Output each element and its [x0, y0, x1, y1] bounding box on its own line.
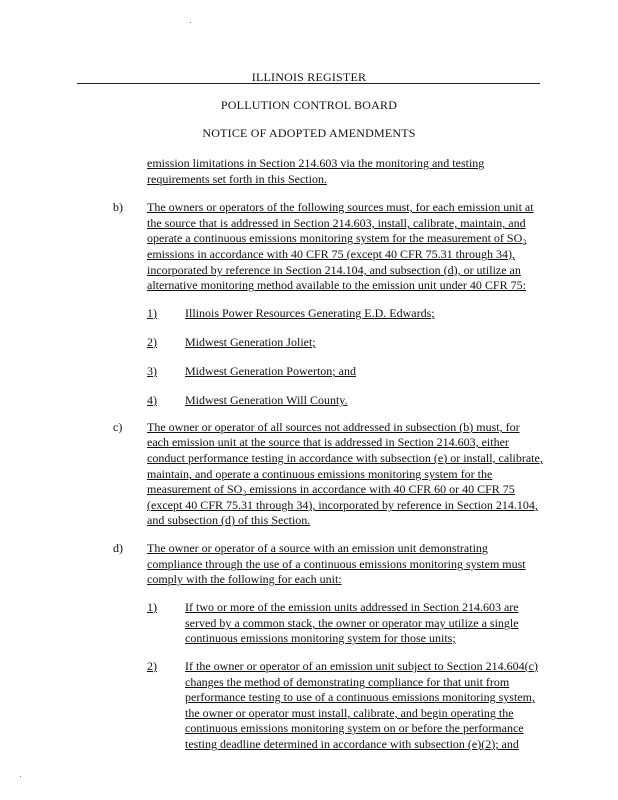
subitem-number: 2) [147, 659, 157, 673]
item-number: 3) [147, 364, 157, 378]
item-number: 1) [147, 306, 157, 320]
board-title: POLLUTION CONTROL BOARD [220, 98, 398, 112]
section-c-line: each emission unit at the source that is addressed in Section 214.603, either [147, 435, 509, 449]
section-c-line: conduct performance testing in accordance with subsection (e) or install, calibrate, [147, 451, 543, 465]
section-b-line: emissions in accordance with 40 CFR 75 (except 40 CFR 75.31 through 34), [147, 247, 515, 261]
item-number: 4) [147, 393, 157, 407]
subitem-line: continuous emissions monitoring system on or before the performance [185, 721, 524, 735]
section-c-line: maintain, and operate a continuous emissions monitoring system for the [147, 467, 493, 481]
scan-speck [20, 776, 21, 777]
subitem-line: served by a common stack, the owner or operator may utilize a single [185, 616, 519, 630]
section-b-line: operate a continuous emissions monitoring system for the measurement of SO₂ [147, 231, 527, 245]
section-d-line: comply with the following for each unit: [147, 572, 342, 586]
subitem-line: performance testing to use of a continuous emissions monitoring system, [185, 690, 535, 704]
subitem-line: continuous emissions monitoring system for those units; [185, 631, 456, 645]
section-c-label: c) [113, 420, 123, 434]
scan-speck [190, 22, 191, 23]
section-d-line: The owner or operator of a source with an emission unit demonstrating [147, 541, 488, 555]
item-number: 2) [147, 335, 157, 349]
continued-line-1: emission limitations in Section 214.603 via the monitoring and testing [147, 156, 485, 170]
section-d-line: compliance through the use of a continuous emissions monitoring system must [147, 557, 526, 571]
subitem-line: If the owner or operator of an emission unit subject to Section 214.604(c) [185, 659, 538, 673]
register-title: ILLINOIS REGISTER [251, 70, 367, 84]
section-b-line: incorporated by reference in Section 214.104, and subsection (d), or utilize an [147, 263, 521, 277]
header-rule [77, 83, 540, 84]
section-b-line: The owners or operators of the following sources must, for each emission unit at [147, 200, 534, 214]
subitem-line: changes the method of demonstrating compliance for that unit from [185, 675, 510, 689]
subitem-line: If two or more of the emission units addressed in Section 214.603 are [185, 600, 519, 614]
item-text: Illinois Power Resources Generating E.D. Edwards; [185, 306, 435, 320]
section-c-line: measurement of SO₂ emissions in accordance with 40 CFR 60 or 40 CFR 75 [147, 482, 515, 496]
section-b-line: the source that is addressed in Section 214.603, install, calibrate, maintain, and [147, 216, 526, 230]
item-text: Midwest Generation Powerton; and [185, 364, 356, 378]
subitem-line: testing deadline determined in accordance with subsection (e)(2); and [185, 737, 519, 751]
notice-title: NOTICE OF ADOPTED AMENDMENTS [202, 126, 416, 140]
section-b-label: b) [113, 200, 123, 214]
section-b-line: alternative monitoring method available to the emission unit under 40 CFR 75: [147, 278, 526, 292]
item-text: Midwest Generation Joliet; [185, 335, 316, 349]
item-text: Midwest Generation Will County. [185, 393, 348, 407]
section-c-line: The owner or operator of all sources not addressed in subsection (b) must, for [147, 420, 520, 434]
section-c-line: and subsection (d) of this Section. [147, 513, 311, 527]
section-d-label: d) [113, 541, 123, 555]
section-c-line: (except 40 CFR 75.31 through 34), incorporated by reference in Section 214.104, [147, 498, 538, 512]
subitem-line: the owner or operator must install, calibrate, and begin operating the [185, 706, 514, 720]
continued-line-2: requirements set forth in this Section. [147, 172, 327, 186]
subitem-number: 1) [147, 600, 157, 614]
